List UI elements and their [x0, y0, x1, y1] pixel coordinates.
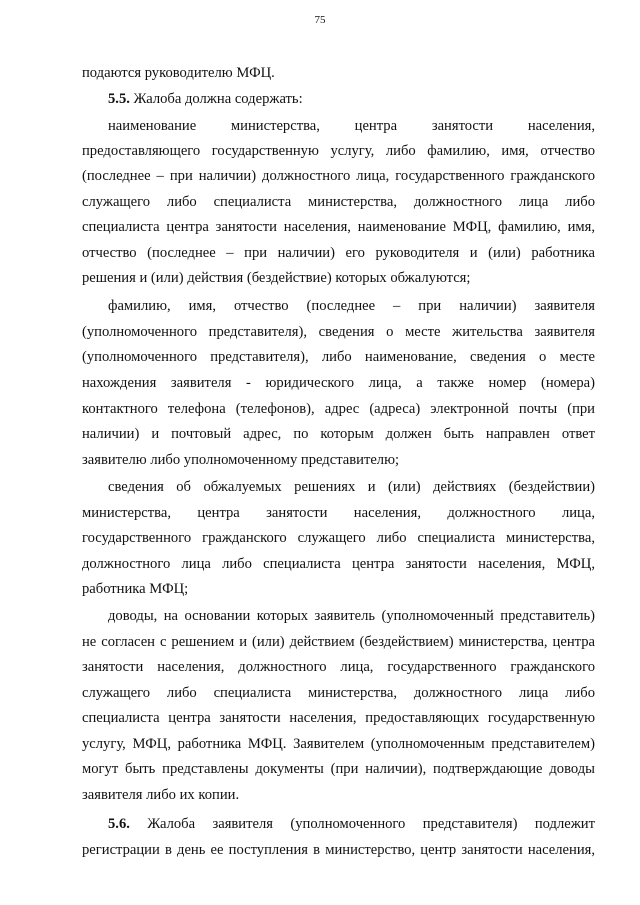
text-line: должностного лица либо специалиста центра занятости населения, МФЦ,: [82, 556, 595, 572]
section-heading-line: 5.6. Жалоба заявителя (уполномоченного представителя) подлежит: [108, 816, 595, 832]
text-line: заявителю либо уполномоченному представителю;: [82, 452, 400, 468]
text-line: доводы, на основании которых заявитель (уполномоченный представитель): [108, 608, 595, 624]
text-line: наименование министерства, центра занятости населения,: [108, 118, 595, 134]
text-line: служащего либо специалиста министерства, должностного лица либо: [82, 685, 595, 701]
section-number: 5.6.: [108, 816, 130, 832]
text-line: специалиста центра занятости населения, предоставляющих государственную: [82, 710, 595, 726]
text-line: (уполномоченного представителя), сведения о месте жительства заявителя: [82, 324, 595, 340]
text-line: (уполномоченного представителя), либо наименование, сведения о месте: [82, 349, 595, 365]
text-line: нахождения заявителя - юридического лица, а также номер (номера): [82, 375, 595, 391]
text-line: регистрации в день ее поступления в министерство, центр занятости населения,: [82, 842, 595, 858]
text-line: подаются руководителю МФЦ.: [82, 65, 275, 81]
text-line: заявителя либо их копии.: [82, 787, 240, 803]
page-number: 75: [314, 14, 326, 26]
text-line: государственного гражданского служащего либо специалиста министерства,: [82, 530, 595, 546]
text-line: министерства, центра занятости населения, должностного лица,: [82, 505, 595, 521]
text-line: предоставляющего государственную услугу, либо фамилию, имя, отчество: [82, 143, 595, 159]
section-number: 5.5.: [108, 91, 130, 107]
text-line: наличии) и почтовый адрес, по которым должен быть направлен ответ: [82, 426, 595, 442]
text-line: служащего либо специалиста министерства, должностного лица либо: [82, 194, 595, 210]
text-line: не согласен с решением и (или) действием (бездействием) министерства, центра: [82, 634, 595, 650]
text-line: специалиста центра занятости населения, наименование МФЦ, фамилию, имя,: [82, 219, 595, 235]
text-line: (последнее – при наличии) должностного лица, государственного гражданского: [82, 168, 595, 184]
text-line: могут быть представлены документы (при наличии), подтверждающие доводы: [82, 761, 595, 777]
text-line: занятости населения, должностного лица, государственного гражданского: [82, 659, 595, 675]
text-line: контактного телефона (телефонов), адрес (адреса) электронной почты (при: [82, 401, 595, 417]
text-line: сведения об обжалуемых решениях и (или) действиях (бездействии): [108, 479, 595, 495]
text-line: работника МФЦ;: [82, 581, 189, 597]
text-line: услугу, МФЦ, работника МФЦ. Заявителем (уполномоченным представителем): [82, 736, 595, 752]
text-line: отчество (последнее – при наличии) его руководителя и (или) работника: [82, 245, 595, 261]
text-line: решения и (или) действия (бездействие) которых обжалуются;: [82, 270, 471, 286]
text-line: фамилию, имя, отчество (последнее – при наличии) заявителя: [108, 298, 595, 314]
section-heading-line: 5.5. Жалоба должна содержать:: [108, 91, 303, 107]
